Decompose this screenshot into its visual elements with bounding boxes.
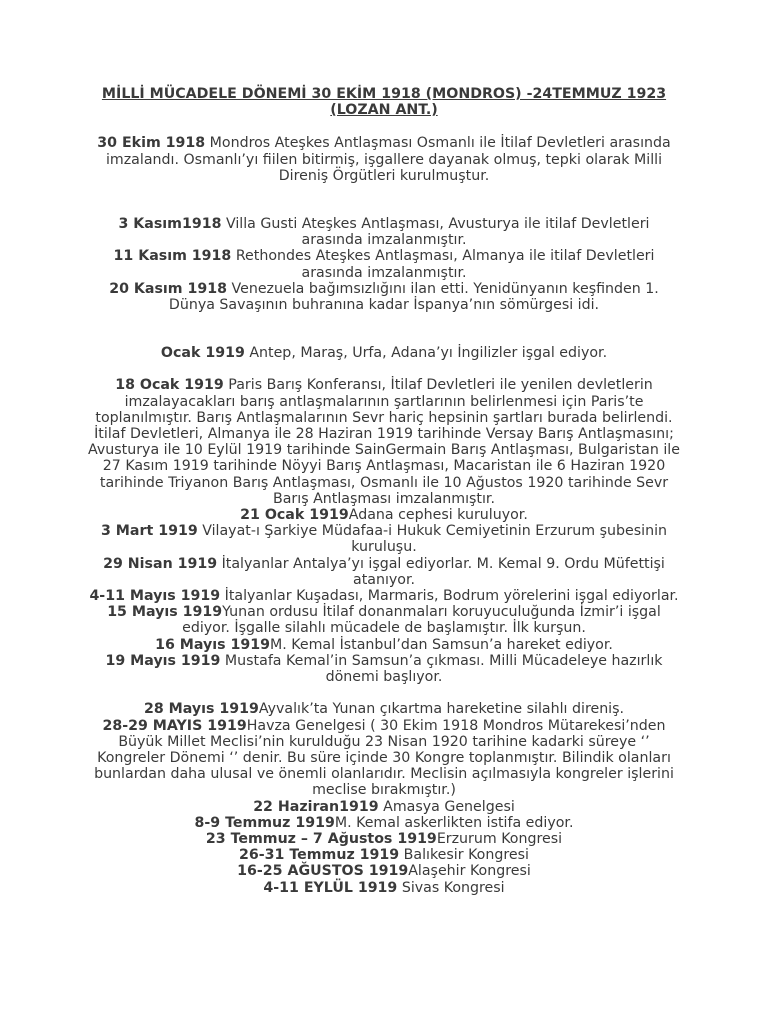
entry-text: Balıkesir Kongresi: [399, 847, 529, 864]
entry-29-nisan-1919: [88, 556, 680, 588]
entry-text: M. Kemal İstanbul’dan Samsun’a hareket ediyor.: [270, 636, 613, 653]
entry-date: 21 Ocak 1919: [240, 507, 349, 524]
entry-date: 15 Mayıs 1919: [107, 604, 223, 621]
entry-text: Vilayat-ı Şarkiye Müdafaa-i Hukuk Cemiyetinin Erzurum şubesinin kuruluşu.: [197, 523, 668, 556]
entry-date: 19 Mayıs 1919: [105, 652, 221, 669]
entry-28-mayis-1919: [88, 701, 680, 717]
entry-text: Mustafa Kemal’in Samsun’a çıkması. Milli Mücadeleye hazırlık dönemi başlıyor.: [220, 652, 663, 686]
entry-text: Adana cephesi kuruluyor.: [348, 507, 528, 524]
entry-date: 23 Temmuz – 7 Ağustos 1919: [205, 830, 437, 847]
entry-4-11-eylul-1919: [88, 880, 680, 896]
entry-date: Ocak 1919: [160, 345, 245, 362]
entry-text: Amasya Genelgesi: [378, 798, 515, 815]
entry-date: 28 Mayıs 1919: [143, 701, 259, 718]
entry-text: Alaşehir Kongresi: [408, 863, 531, 880]
entry-date: 20 Kasım 1918: [109, 280, 227, 297]
entry-date: 4-11 Mayıs 1919: [89, 588, 221, 605]
entry-text: İtalyanlar Kuşadası, Marmaris, Bodrum yörelerini işgal ediyorlar.: [220, 588, 679, 605]
entry-11-kasim-1918: [88, 248, 680, 280]
entry-3-mart-1919: [88, 523, 680, 555]
entry-date: 30 Ekim 1918: [97, 135, 206, 152]
entry-3-kasim-1918: [88, 216, 680, 248]
entry-19-mayis-1919: [88, 653, 680, 685]
entry-18-ocak-1919: [88, 377, 680, 507]
entry-22-haziran-1919: [88, 799, 680, 815]
entry-text: Mondros Ateşkes Antlaşması Osmanlı ile İtilaf Devletleri arasında imzalandı. Osmanlı’yı fiilen bitirmiş, işgallere dayanak olmuş, tepki olarak Milli Direniş Örgütleri kurulmuştur.: [105, 135, 671, 184]
entry-text: İtalyanlar Antalya’yı işgal ediyorlar. M. Kemal 9. Ordu Müfettişi atanıyor.: [217, 555, 665, 588]
entry-text: Yunan ordusu İtilaf donanmaları koruyuculuğunda İzmir’i işgal ediyor. İşgalle silahlı mücadele de başlamıştır. İlk kurşun.: [182, 604, 661, 637]
entry-15-mayis-1919: [88, 604, 680, 636]
entry-text: Havza Genelgesi ( 30 Ekim 1918 Mondros Mütarekesi’nden Büyük Millet Meclisi’nin kurulduğu 23 Nisan 1920 tarihine kadarki süreye ‘’ Kongreler Dönemi ‘’ denir. Bu süre içinde 30 Kongre toplanmıştır. Bilindik olanları bunlardan daha ulusal ve önemli olanlarıdır. Meclisin açılmasıyla kongreler işlerini meclise bırakmıştır.): [94, 717, 674, 799]
entry-date: 16 Mayıs 1919: [155, 636, 271, 653]
entry-date: 8-9 Temmuz 1919: [194, 814, 335, 831]
entry-date: 22 Haziran1919: [253, 798, 379, 815]
entry-text: Ayvalık’ta Yunan çıkartma hareketine silahlı direniş.: [258, 701, 625, 718]
entry-text: Villa Gusti Ateşkes Antlaşması, Avusturya ile itilaf Devletleri arasında imzalanmıştır.: [221, 216, 650, 249]
entry-date: 3 Mart 1919: [100, 523, 198, 540]
entry-text: Erzurum Kongresi: [436, 830, 563, 847]
entry-8-9-temmuz-1919: [88, 815, 680, 831]
entry-date: 11 Kasım 1918: [113, 248, 232, 265]
entry-date: 28-29 MAYIS 1919: [102, 717, 247, 734]
entry-text: Paris Barış Konferansı, İtilaf Devletleri ile yenilen devletlerin imzalayacakları barış antlaşmalarının şartlarının belirlenmesi için Paris’te toplanılmıştır. Barış Antlaşmalarının Sevr hariç hepsinin şartları burada belirlendi. İtilaf Devletleri, Almanya ile 28 Haziran 1919 tarihinde Versay Barış Antlaşmasını; Avusturya ile 10 Eylül 1919 tarihinde SainGermain Barış Antlaşması, Bulgaristan ile 27 Kasım 1919 tarihinde Nöyyi Barış Antlaşması, Macaristan ile 6 Haziran 1920 tarihinde Triyanon Barış Antlaşması, Osmanlı ile 10 Ağustos 1920 tarihinde Sevr Barış Antlaşması imzalanmıştır.: [88, 377, 680, 507]
entry-date: 26-31 Temmuz 1919: [239, 847, 400, 864]
entry-28-29-mayis-1919: [88, 718, 680, 799]
entry-text: Venezuela bağımsızlığını ilan etti. Yenidünyanın keşfinden 1. Dünya Savaşının buhranına kadar İspanya’nın sömürgesi idi.: [168, 280, 659, 314]
entry-date: 4-11 EYLÜL 1919: [263, 879, 398, 896]
document-title: MİLLİ MÜCADELE DÖNEMİ 30 EKİM 1918 (MONDROS) -24TEMMUZ 1923 (LOZAN ANT.): [101, 86, 667, 119]
entry-text: Rethondes Ateşkes Antlaşması, Almanya ile itilaf Devletleri arasında imzalanmıştır.: [231, 248, 655, 281]
entry-text: M. Kemal askerlikten istifa ediyor.: [334, 814, 574, 831]
entry-16-mayis-1919: [88, 637, 680, 653]
entry-26-31-temmuz-1919: [88, 847, 680, 863]
entry-20-kasim-1918: [88, 281, 680, 313]
entry-21-ocak-1919: [88, 507, 680, 523]
entry-4-11-mayis-1919: [88, 588, 680, 604]
entry-ocak-1919: [88, 345, 680, 361]
document-page: [88, 86, 680, 896]
entry-23-temmuz-7-agustos-1919: [88, 831, 680, 847]
entry-date: 29 Nisan 1919: [103, 555, 218, 572]
entry-16-25-agustos-1919: [88, 863, 680, 879]
entry-30-ekim-1918: [88, 135, 680, 184]
entry-text: Antep, Maraş, Urfa, Adana’yı İngilizler işgal ediyor.: [244, 345, 608, 362]
entry-date: 3 Kasım1918: [118, 216, 222, 233]
entry-date: 16-25 AĞUSTOS 1919: [237, 863, 409, 880]
entry-text: Sivas Kongresi: [397, 879, 505, 896]
entry-date: 18 Ocak 1919: [115, 377, 224, 394]
